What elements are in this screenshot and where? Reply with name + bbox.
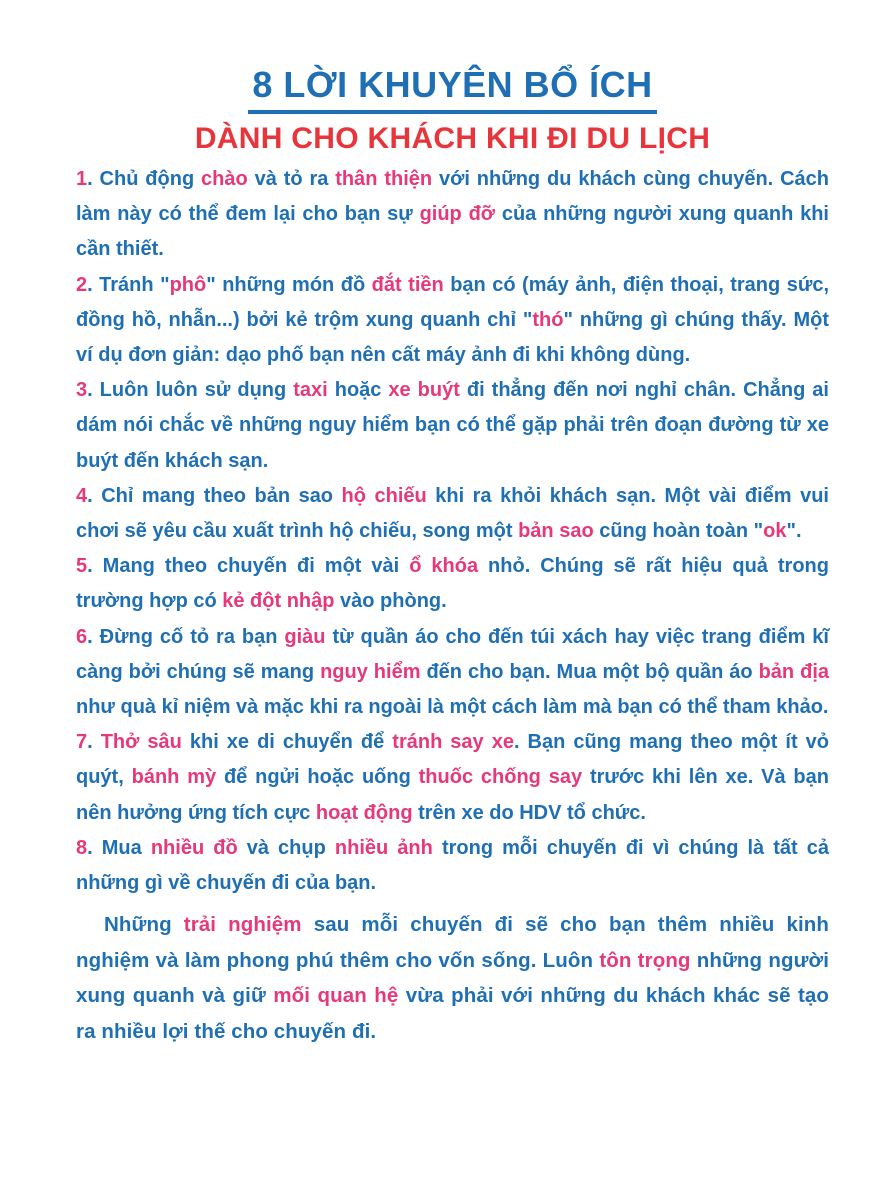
tip-item (76, 620, 829, 726)
title-block (76, 62, 829, 114)
tip-number: 7 (76, 731, 88, 754)
highlighted-phrase: trải nghiệm (183, 913, 302, 937)
page-title: 8 LỜI KHUYÊN BỔ ÍCH (248, 62, 656, 114)
tip-number: 8 (76, 836, 88, 859)
text-run: . Tránh " (87, 273, 170, 296)
highlighted-phrase: bản sao (518, 520, 594, 543)
highlighted-phrase: hộ chiếu (341, 484, 427, 507)
text-run: ". (786, 520, 802, 543)
text-run: hoặc (327, 379, 389, 402)
highlighted-phrase: thó (532, 308, 564, 331)
text-run: trên xe do HDV tổ chức. (412, 801, 646, 824)
text-run: những người xung quanh và giữ (76, 948, 829, 1008)
highlighted-phrase: mối quan hệ (273, 984, 399, 1008)
highlighted-phrase: giàu (284, 625, 326, 648)
text-run: " những gì chúng thấy. Một ví dụ đơn giản: dạo phố bạn nên cất máy ảnh đi khi không dùng. (76, 308, 829, 367)
tip-item (76, 831, 829, 901)
text-run: của những người xung quanh khi cần thiết. (76, 203, 829, 261)
highlighted-phrase: nhiều đồ (150, 836, 238, 859)
text-run: . Chủ động (87, 168, 202, 190)
tip-number: 4 (76, 484, 88, 507)
highlighted-phrase: taxi (293, 379, 328, 402)
tip-number: 6 (76, 625, 88, 648)
text-run: trước khi lên xe. Và bạn nên hưởng ứng tích cực (76, 766, 829, 824)
text-run: nhỏ. Chúng sẽ rất hiệu quả trong trường hợp có (76, 555, 829, 613)
highlighted-phrase: kẻ đột nhập (222, 590, 335, 613)
highlighted-phrase: xe buýt (388, 379, 460, 402)
text-run: từ quần áo cho đến túi xách hay việc trang điểm kĩ càng bởi chúng sẽ mang (76, 625, 829, 683)
tip-item (76, 373, 829, 479)
text-run: trong mỗi chuyến đi vì chúng là tất cả những gì về chuyến đi của bạn. (76, 836, 829, 895)
text-run: khi ra khỏi khách sạn. Một vài điểm vui chơi sẽ yêu cầu xuất trình hộ chiếu, song một (76, 484, 829, 543)
text-run: với những du khách cùng chuyến. Cách làm này có thể đem lại cho bạn sự (76, 168, 829, 226)
highlighted-phrase: thuốc chống say (418, 766, 583, 789)
tip-item (76, 549, 829, 619)
highlighted-phrase: bánh mỳ (131, 766, 217, 789)
text-run: và chụp (237, 836, 335, 859)
tip-number: 3 (76, 379, 88, 402)
text-run: để ngửi hoặc uống (216, 766, 419, 789)
highlighted-phrase: Thở sâu (100, 731, 182, 754)
text-run: . Mang theo chuyến đi một vài (87, 555, 410, 578)
text-run: và tỏ ra (247, 168, 336, 190)
highlighted-phrase: giúp đỡ (419, 203, 496, 226)
tip-number: 1 (76, 168, 88, 190)
text-run: đến cho bạn. Mua một bộ quần áo (420, 660, 759, 683)
highlighted-phrase: đắt tiền (371, 273, 444, 296)
tip-item (76, 725, 829, 831)
highlighted-phrase: ổ khóa (409, 555, 479, 578)
text-run: cũng hoàn toàn " (593, 520, 764, 543)
tip-item (76, 479, 829, 549)
highlighted-phrase: bản địa (758, 660, 829, 683)
text-run: sau mỗi chuyến đi sẽ cho bạn thêm nhiều kinh nghiệm và làm phong phú thêm cho vốn sống. Luôn (76, 913, 829, 972)
text-run: . Bạn cũng mang theo một ít vỏ quýt, (76, 731, 829, 789)
text-run: vừa phải với những du khách khác sẽ tạo ra nhiều lợi thế cho chuyến đi. (76, 984, 830, 1043)
text-run: Những (104, 913, 184, 937)
highlighted-phrase: nhiều ảnh (334, 836, 433, 859)
text-run: bạn có (máy ảnh, điện thoại, trang sức, đồng hồ, nhẫn...) bởi kẻ trộm xung quanh chỉ " (76, 273, 829, 331)
text-run: vào phòng. (334, 590, 447, 613)
text-run: . Chỉ mang theo bản sao (87, 484, 342, 507)
tip-item (76, 268, 829, 374)
text-run: . (87, 731, 101, 754)
page-subtitle: DÀNH CHO KHÁCH KHI ĐI DU LỊCH (194, 122, 711, 155)
highlighted-phrase: tôn trọng (599, 948, 691, 972)
text-run: . Đừng cố tỏ ra bạn (87, 625, 285, 648)
text-run: khi xe di chuyển để (181, 731, 393, 754)
tip-number: 5 (76, 555, 88, 578)
closing-paragraph (76, 907, 829, 1049)
text-run: như quà kỉ niệm và mặc khi ra ngoài là một cách làm mà bạn có thể tham khảo. (76, 696, 829, 719)
highlighted-phrase: nguy hiểm (320, 660, 421, 683)
tips-list (76, 162, 829, 901)
highlighted-phrase: ok (763, 520, 787, 543)
tip-item (76, 162, 829, 268)
highlighted-phrase: thân thiện (335, 168, 433, 190)
text-run: " những món đồ (206, 273, 372, 296)
text-run: . Mua (87, 836, 151, 859)
text-run: đi thẳng đến nơi nghỉ chân. Chẳng ai dám nói chắc về những nguy hiểm bạn có thể gặp phải trên đoạn đường từ xe buýt đến khách sạn. (76, 379, 829, 472)
highlighted-phrase: phô (169, 273, 207, 296)
text-run: . Luôn luôn sử dụng (87, 379, 294, 402)
tip-number: 2 (76, 273, 88, 296)
highlighted-phrase: tránh say xe (392, 731, 514, 754)
highlighted-phrase: hoạt động (315, 801, 413, 824)
highlighted-phrase: chào (201, 168, 248, 190)
